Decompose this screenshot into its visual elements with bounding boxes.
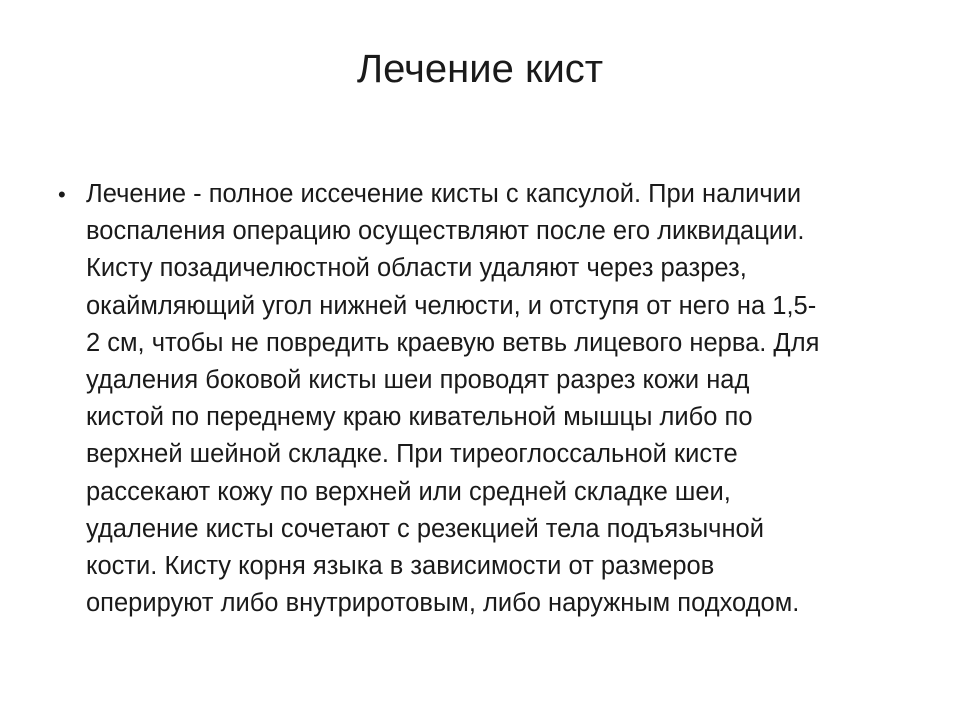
bullet-text-line: кости. Кисту корня языка в зависимости от размеров (86, 552, 715, 581)
bullet-text-line: окаймляющий угол нижней челюсти, и отступя от него на 1,5- (86, 291, 817, 320)
slide-title: Лечение кист (356, 47, 604, 91)
slide-content (58, 176, 918, 622)
bullet-text-line: оперируют либо внутриротовым, либо наружным подходом. (86, 589, 800, 618)
bullet-text-line: Лечение - полное иссечение кисты с капсулой. При наличии (86, 180, 802, 208)
bullet-text-line: верхней шейной складке. При тиреоглоссальной кисте (86, 440, 738, 469)
bullet-text-line: кистой по переднему краю кивательной мышцы либо по (86, 403, 753, 432)
bullet-list (58, 176, 918, 622)
bullet-text-line: воспаления операцию осуществляют после его ликвидации. (86, 217, 805, 246)
bullet-text-line: 2 см, чтобы не повредить краевую ветвь лицевого нерва. Для (86, 328, 820, 357)
bullet-text-line: удаление кисты сочетают с резекцией тела подъязычной (86, 514, 764, 543)
bullet-text (86, 176, 918, 622)
bullet-text-line: удаления боковой кисты шеи проводят разрез кожи над (86, 366, 750, 395)
bullet-text-line: Кисту позадичелюстной области удаляют через разрез, (86, 254, 747, 283)
bullet-marker-icon: • (58, 182, 66, 207)
bullet-text-line: рассекают кожу по верхней или средней складке шеи, (86, 477, 731, 506)
bullet-item (58, 176, 918, 622)
